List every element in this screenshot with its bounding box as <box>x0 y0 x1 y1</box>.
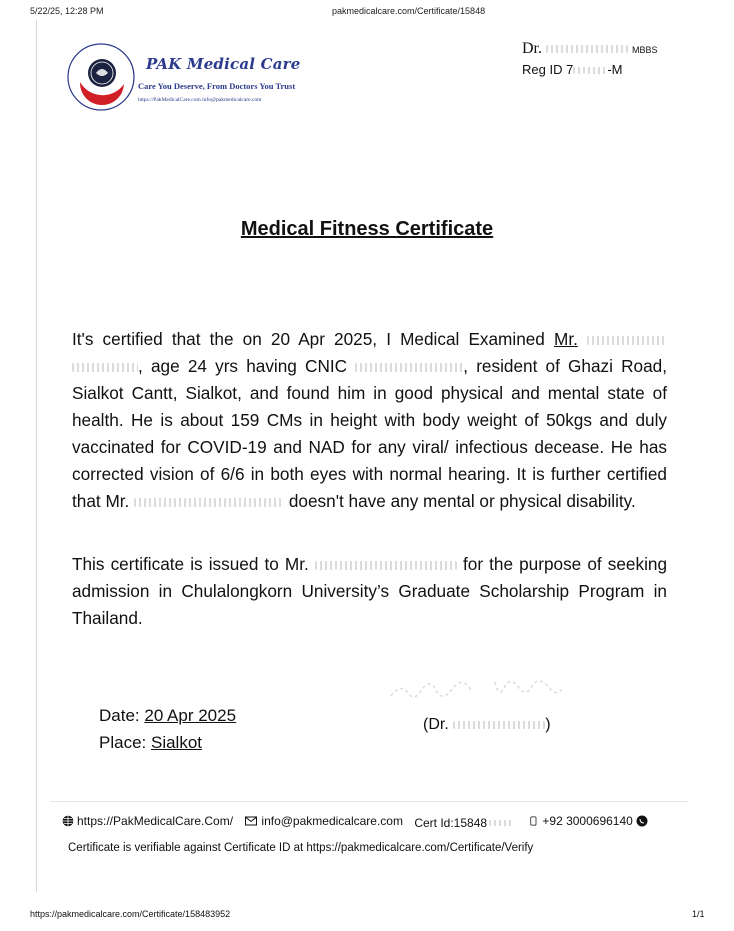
redacted-patient-name-2 <box>134 498 284 507</box>
date-value: 20 Apr 2025 <box>144 706 237 725</box>
doctor-reg-id <box>522 62 622 77</box>
email-text: info@pakmedicalcare.com <box>261 814 403 828</box>
reg-id-prefix: Reg ID 7 <box>522 62 574 77</box>
footer-phone[interactable] <box>530 814 650 828</box>
mail-icon <box>244 815 258 827</box>
footer-email[interactable] <box>244 814 403 828</box>
certificate-date <box>99 706 236 726</box>
doctor-qualification: MBBS <box>632 45 658 55</box>
redacted-cert-id <box>489 820 513 826</box>
redacted-patient-name-3 <box>315 561 457 570</box>
redacted-doctor-name <box>546 45 628 53</box>
signer-name <box>423 716 551 734</box>
certificate-paragraph-1 <box>72 326 667 515</box>
reg-id-suffix: -M <box>607 62 623 77</box>
certificate-paragraph-2 <box>72 551 667 632</box>
crescent-logo-icon <box>66 42 136 112</box>
footer-cert-id <box>414 816 513 830</box>
place-value: Sialkot <box>150 733 203 752</box>
mobile-phone-icon <box>530 815 539 827</box>
footer-contact-row <box>62 814 659 830</box>
p1-text-3: , resident of Ghazi Road, Sialkot Cantt, Sialkot, and found him in good physical and mental state of health. He is about 159 CMs in height with body weight of 50kgs and duly vaccinated for COVID-19 and NAD for any viral/ infectious decease. He has corrected vision of 6/6 in both eyes with normal hearing. It is further certified that Mr. <box>72 356 668 511</box>
redacted-patient-name <box>587 336 667 345</box>
footer-website[interactable] <box>62 814 233 828</box>
verify-note: Certificate is verifiable against Certificate ID at https://pakmedicalcare.com/Certificate/Verify <box>68 842 534 854</box>
print-url: pakmedicalcare.com/Certificate/15848 <box>332 6 486 16</box>
doctor-name <box>522 40 658 58</box>
certificate-place <box>99 733 202 753</box>
doctor-prefix: Dr. <box>522 40 542 57</box>
brand-name: PAK Medical Care <box>146 55 301 73</box>
page-left-border <box>36 20 37 892</box>
signer-close: ) <box>545 716 551 733</box>
redacted-reg-id <box>573 67 607 74</box>
cert-id-text: Cert Id:15848 <box>414 816 488 830</box>
brand-links: https://PakMedicalCare.com info@pakmedicalcare.com <box>138 97 262 103</box>
signature-scribble-icon <box>385 672 585 710</box>
print-footer-url: https://pakmedicalcare.com/Certificate/158483952 <box>30 909 231 919</box>
footer-divider <box>50 801 688 802</box>
brand-tagline: Care You Deserve, From Doctors You Trust <box>138 81 296 91</box>
doctor-signature <box>385 672 585 710</box>
p1-text-4: doesn't have any mental or physical disability. <box>284 491 636 511</box>
place-label: Place: <box>99 733 151 752</box>
website-text: https://PakMedicalCare.Com/ <box>77 814 234 828</box>
signer-open: (Dr. <box>423 716 449 733</box>
print-page-number: 1/1 <box>692 909 705 919</box>
whatsapp-icon <box>636 815 648 827</box>
p1-text-1: It's certified that the on 20 Apr 2025, I Medical Examined <box>72 329 554 349</box>
phone-text: +92 3000696140 <box>542 814 633 828</box>
certificate-title: Medical Fitness Certificate <box>240 218 494 240</box>
print-datetime: 5/22/25, 12:28 PM <box>30 6 104 16</box>
p2-text-2: for the purpose of seeking admission in Chulalongkorn University’s Graduate Scholarship Program in Thailand. <box>72 554 668 628</box>
redacted-patient-surname <box>72 363 138 372</box>
brand-logo <box>66 42 136 112</box>
globe-icon <box>62 815 74 827</box>
patient-name-prefix: Mr. <box>554 329 578 349</box>
p1-text-2: , age 24 yrs having CNIC <box>138 356 356 376</box>
redacted-signer-name <box>453 721 545 729</box>
redacted-cnic <box>355 363 463 372</box>
date-label: Date: <box>99 706 145 725</box>
p2-text-1: This certificate is issued to Mr. <box>72 554 315 574</box>
